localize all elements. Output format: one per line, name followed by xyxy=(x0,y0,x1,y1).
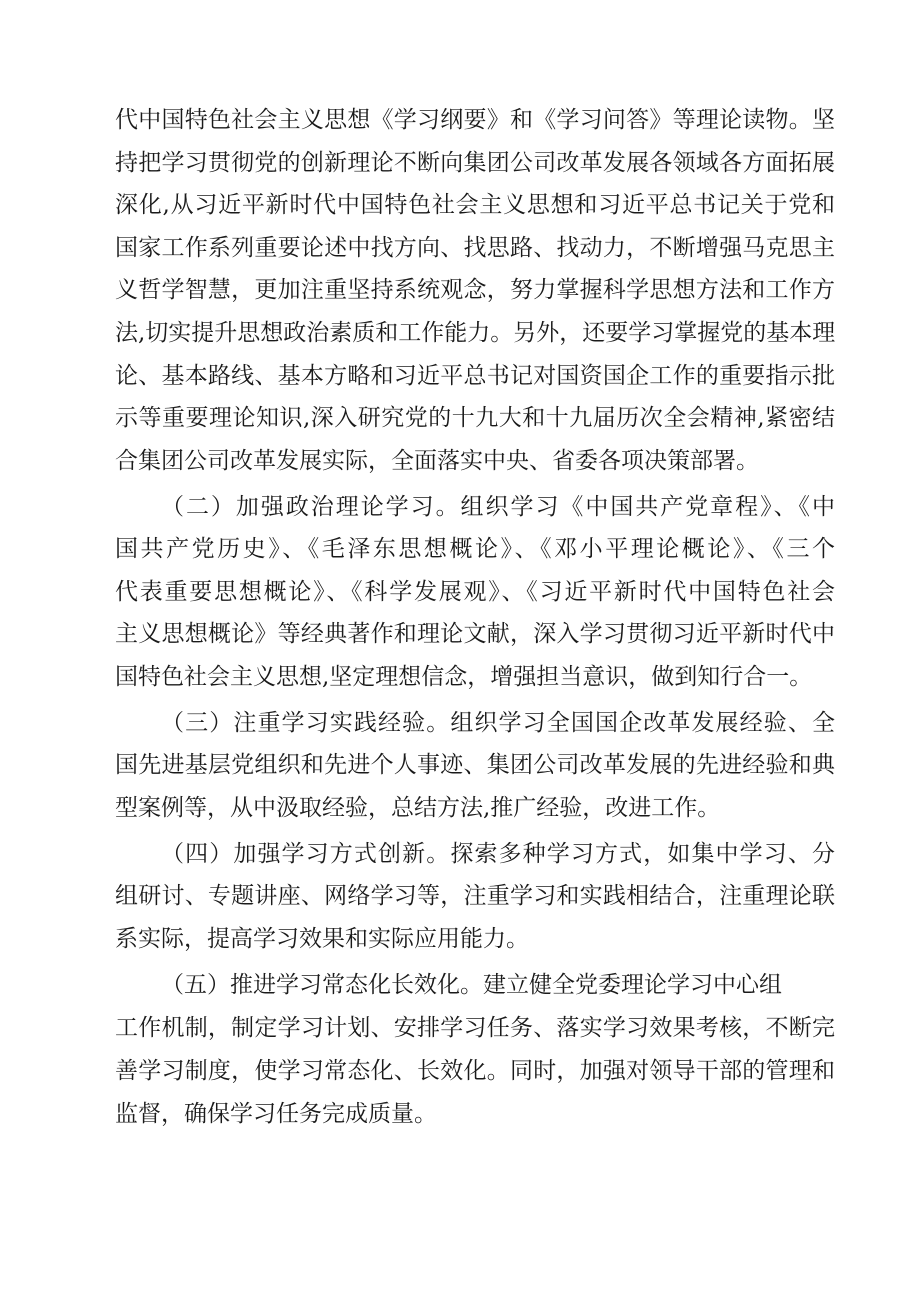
paragraph-heading-line: （二）加强政治理论学习。组织学习《中国共产党章程》、《中 xyxy=(161,494,835,520)
paragraph-heading-line: （四）加强学习方式创新。探索多种学习方式，如集中学习、分 xyxy=(161,841,835,867)
text-line: 善学习制度，使学习常态化、长效化。同时，加强对领导干部的管理和 xyxy=(115,1058,835,1084)
paragraph-heading-line: （五）推进学习常态化长效化。建立健全党委理论学习中心组 xyxy=(161,972,782,998)
text-line: 国特色社会主义思想,坚定理想信念，增强担当意识，做到知行合一。 xyxy=(115,664,813,690)
text-line: 深化,从习近平新时代中国特色社会主义思想和习近平总书记关于党和 xyxy=(115,192,835,218)
text-line: 组研讨、专题讲座、网络学习等，注重学习和实践相结合，注重理论联 xyxy=(115,883,835,909)
text-line: 代表重要思想概论》、《科学发展观》、《习近平新时代中国特色社会 xyxy=(115,579,835,605)
text-line: 主义思想概论》等经典著作和理论文献，深入学习贯彻习近平新时代中 xyxy=(115,621,835,647)
text-line: 国家工作系列重要论述中找方向、找思路、找动力，不断增强马克思主 xyxy=(115,235,835,261)
text-line: 法,切实提升思想政治素质和工作能力。另外，还要学习掌握党的基本理 xyxy=(115,320,835,346)
text-line: 示等重要理论知识,深入研究党的十九大和十九届历次全会精神,紧密结 xyxy=(115,405,835,431)
text-line: 持把学习贯彻党的创新理论不断向集团公司改革发展各领域各方面拓展 xyxy=(115,150,835,176)
text-line: 国先进基层党组织和先进个人事迹、集团公司改革发展的先进经验和典 xyxy=(115,752,835,778)
text-line: 义哲学智慧，更加注重坚持系统观念，努力掌握科学思想方法和工作方 xyxy=(115,277,835,303)
text-line: 国共产党历史》、《毛泽东思想概论》、《邓小平理论概论》、《三个 xyxy=(115,536,835,562)
text-line: 合集团公司改革发展实际，全面落实中央、省委各项决策部署。 xyxy=(115,448,759,474)
text-line: 型案例等，从中汲取经验，总结方法,推广经验，改进工作。 xyxy=(115,795,721,821)
paragraph-heading-line: （三）注重学习实践经验。组织学习全国国企改革发展经验、全 xyxy=(161,710,835,736)
text-line: 监督，确保学习任务完成质量。 xyxy=(115,1101,437,1127)
text-line: 工作机制，制定学习计划、安排学习任务、落实学习效果考核，不断完 xyxy=(115,1015,835,1041)
text-line: 论、基本路线、基本方略和习近平总书记对国资国企工作的重要指示批 xyxy=(115,363,835,389)
text-line: 系实际，提高学习效果和实际应用能力。 xyxy=(115,926,529,952)
text-line: 代中国特色社会主义思想《学习纲要》和《学习问答》等理论读物。坚 xyxy=(115,107,835,133)
